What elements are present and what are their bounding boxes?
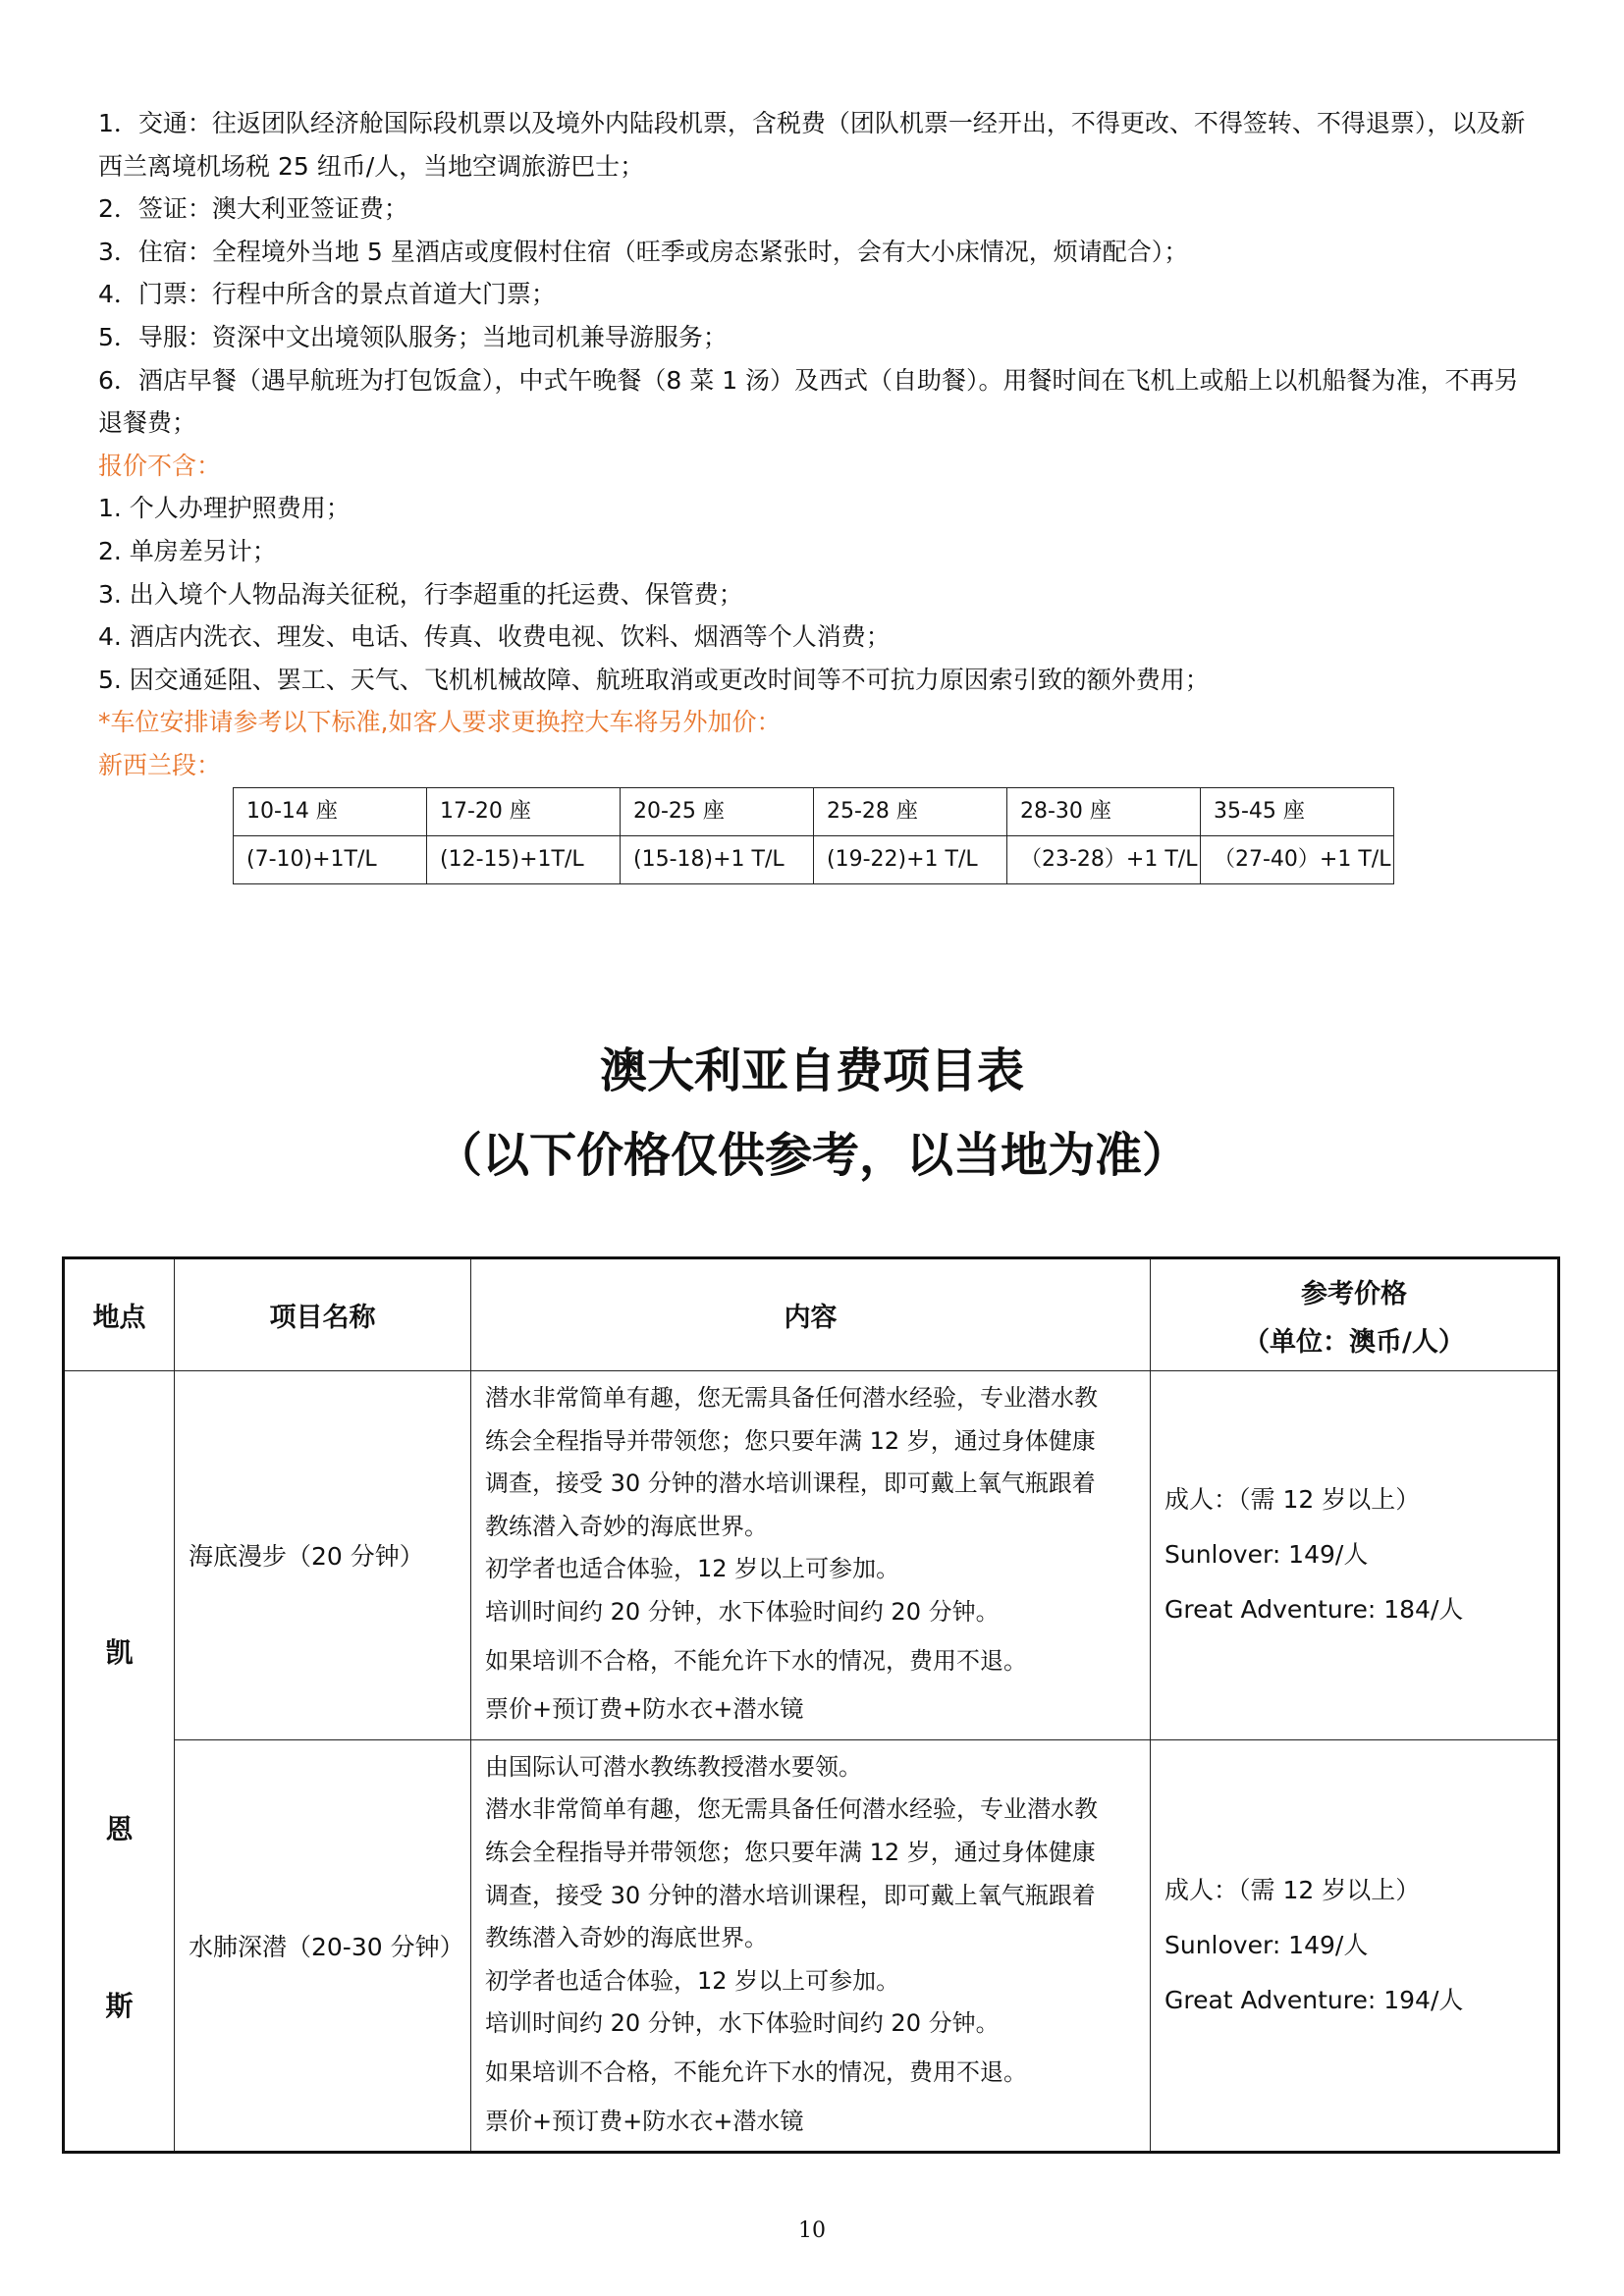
- header-price: [1151, 1258, 1559, 1371]
- seat-header-cell: 28-30 座: [1007, 788, 1201, 836]
- content-line: 如果培训不合格，不能允许下水的情况，费用不退。: [485, 2057, 1027, 2086]
- seat-value-cell: (15-18)+1 T/L: [621, 836, 814, 884]
- content-line: 调查，接受 30 分钟的潜水培训课程，即可戴上氧气瓶跟着: [485, 1469, 1096, 1498]
- project-content: [471, 1739, 1151, 2152]
- project-price: [1151, 1739, 1559, 2152]
- content-line: 培训时间约 20 分钟，水下体验时间约 20 分钟。: [485, 1597, 1000, 1626]
- seat-value-cell: （23-28）+1 T/L: [1007, 836, 1201, 884]
- excluded-item: 4. 酒店内洗衣、理发、电话、传真、收费电视、饮料、烟酒等个人消费；: [98, 622, 891, 652]
- price-line: Great Adventure: 184/人: [1164, 1595, 1464, 1625]
- excluded-item: 1. 个人办理护照费用；: [98, 494, 351, 523]
- price-line: Sunlover: 149/人: [1164, 1930, 1369, 1959]
- content-line: 教练潜入奇妙的海底世界。: [485, 1924, 768, 1952]
- included-item: 3．住宿：全程境外当地 5 星酒店或度假村住宿（旺季或房态紧张时，会有大小床情况，烦请配合）；: [98, 237, 1189, 266]
- content-line: 票价+预订费+防水衣+潜水镜: [485, 1695, 804, 1724]
- header-project-name: 项目名称: [175, 1258, 471, 1371]
- price-line: Great Adventure: 194/人: [1164, 1985, 1464, 2014]
- seat-note: *车位安排请参考以下标准,如客人要求更换控大车将另外加价：: [98, 708, 782, 737]
- excluded-item: 2. 单房差另计；: [98, 536, 277, 565]
- seat-header-cell: 25-28 座: [814, 788, 1007, 836]
- included-item: 1．交通：往返团队经济舱国际段机票以及境外内陆段机票，含税费（团队机票一经开出，不得更改、不得签转、不得退票），以及新: [98, 109, 1526, 137]
- seat-region-label: 新西兰段：: [98, 750, 222, 779]
- included-item: 退餐费；: [98, 408, 197, 438]
- seat-header-cell: 17-20 座: [427, 788, 621, 836]
- included-item: 西兰离境机场税 25 纽币/人，当地空调旅游巴士；: [98, 151, 645, 181]
- table-row: [64, 1739, 1559, 2152]
- content-line: 由国际认可潜水教练教授潜水要领。: [485, 1752, 862, 1781]
- header-price-unit: （单位：澳币/人）: [1243, 1326, 1465, 1358]
- location-char: 斯: [105, 1990, 134, 2023]
- project-content: [471, 1371, 1151, 1740]
- content-line: 如果培训不合格，不能允许下水的情况，费用不退。: [485, 1646, 1027, 1675]
- seat-header-cell: 35-45 座: [1201, 788, 1394, 836]
- content-line: 练会全程指导并带领您；您只要年满 12 岁，通过身体健康: [485, 1838, 1096, 1866]
- seat-header-row: [234, 788, 1394, 836]
- excluded-item: 5. 因交通延阻、罢工、天气、飞机机械故障、航班取消或更改时间等不可抗力原因索引致的额外费用；: [98, 665, 1210, 694]
- page-title: 澳大利亚自费项目表: [599, 1043, 1024, 1098]
- content-line: 教练潜入奇妙的海底世界。: [485, 1512, 768, 1540]
- seat-header-cell: 20-25 座: [621, 788, 814, 836]
- location-char: 凯: [105, 1636, 134, 1670]
- excluded-heading: 报价不含：: [98, 451, 222, 480]
- excluded-item: 3. 出入境个人物品海关征税，行李超重的托运费、保管费；: [98, 579, 743, 609]
- location-char: 恩: [105, 1813, 134, 1846]
- seat-value-cell: (7-10)+1T/L: [234, 836, 427, 884]
- content-line: 潜水非常简单有趣，您无需具备任何潜水经验，专业潜水教: [485, 1384, 1098, 1412]
- seat-value-cell: (19-22)+1 T/L: [814, 836, 1007, 884]
- page-subtitle: （以下价格仅供参考，以当地为准）: [434, 1128, 1189, 1183]
- table-header-row: [64, 1258, 1559, 1371]
- header-content: 内容: [471, 1258, 1151, 1371]
- project-name: 海底漫步（20 分钟）: [175, 1371, 471, 1740]
- seat-value-cell: (12-15)+1T/L: [427, 836, 621, 884]
- seat-header-cell: 10-14 座: [234, 788, 427, 836]
- included-item: 5．导服：资深中文出境领队服务；当地司机兼导游服务；: [98, 322, 728, 351]
- content-line: 初学者也适合体验，12 岁以上可参加。: [485, 1555, 900, 1583]
- optional-tours-table: [62, 1256, 1560, 2154]
- header-price-label: 参考价格: [1301, 1278, 1407, 1309]
- included-item: 4．门票：行程中所含的景点首道大门票；: [98, 280, 556, 309]
- content-line: 票价+预订费+防水衣+潜水镜: [485, 2107, 804, 2135]
- price-line: 成人：（需 12 岁以上）: [1164, 1485, 1421, 1515]
- location-cell: [64, 1371, 175, 2153]
- content-line: 培训时间约 20 分钟，水下体验时间约 20 分钟。: [485, 2009, 1000, 2038]
- content-line: 初学者也适合体验，12 岁以上可参加。: [485, 1966, 900, 1995]
- content-line: 调查，接受 30 分钟的潜水培训课程，即可戴上氧气瓶跟着: [485, 1881, 1096, 1909]
- content-line: 潜水非常简单有趣，您无需具备任何潜水经验，专业潜水教: [485, 1795, 1098, 1824]
- project-name: 水肺深潜（20-30 分钟）: [175, 1739, 471, 2152]
- seat-standard-table: [233, 787, 1394, 884]
- seat-value-row: [234, 836, 1394, 884]
- seat-value-cell: （27-40）+1 T/L: [1201, 836, 1394, 884]
- included-item: 2．签证：澳大利亚签证费；: [98, 194, 408, 224]
- price-line: 成人：（需 12 岁以上）: [1164, 1875, 1421, 1904]
- price-inclusions-section: [98, 102, 1542, 787]
- page-number: 10: [798, 2218, 826, 2243]
- project-price: [1151, 1371, 1559, 1740]
- table-row: [64, 1371, 1559, 1740]
- price-line: Sunlover: 149/人: [1164, 1540, 1369, 1570]
- content-line: 练会全程指导并带领您；您只要年满 12 岁，通过身体健康: [485, 1426, 1096, 1455]
- included-item: 6．酒店早餐（遇早航班为打包饭盒），中式午晚餐（8 菜 1 汤）及西式（自助餐）。用餐时间在飞机上或船上以机船餐为准，不再另: [98, 365, 1519, 395]
- header-location: 地点: [64, 1258, 175, 1371]
